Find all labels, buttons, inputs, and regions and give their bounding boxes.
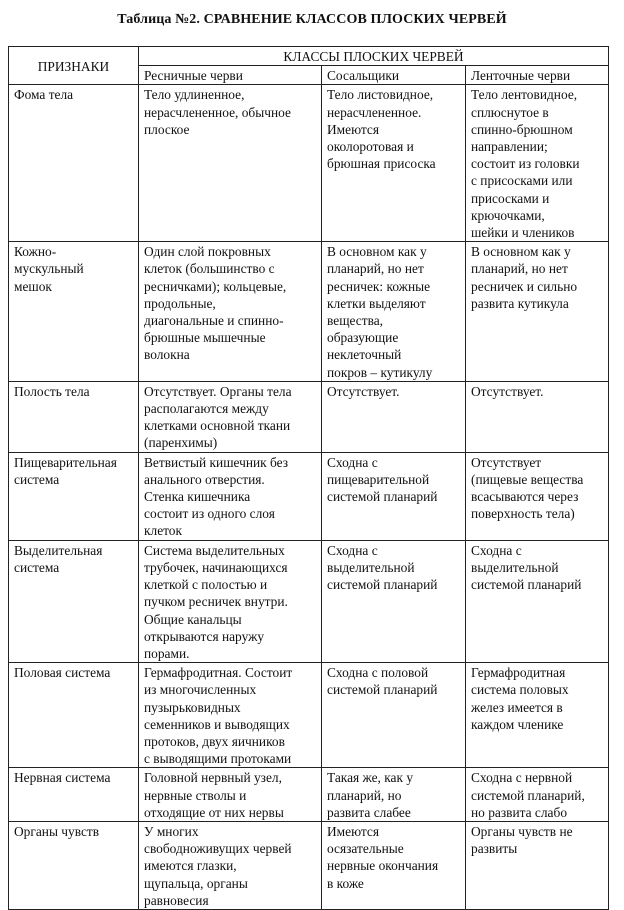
table-cell: Такая же, как у планарий, но развита слабее xyxy=(322,768,466,822)
table-cell: Тело листовидное, нерасчлененное. Имеются околоротовая и брюшная присоска xyxy=(322,85,466,242)
header-class-trematoda: Сосальщики xyxy=(322,66,466,85)
comparison-table xyxy=(8,46,609,910)
feature-cell: Нервная система xyxy=(9,768,139,822)
table-title: Таблица №2. СРАВНЕНИЕ КЛАССОВ ПЛОСКИХ ЧЕРВЕЙ xyxy=(117,12,507,27)
table-cell: Гермафродитная система половых желез имеется в каждом членике xyxy=(466,663,609,768)
table-cell: Гермафродитная. Состоит из многочисленных пузырьковидных семенников и выводящих протоков, двух яичников с выводящими протоками xyxy=(139,663,322,768)
table-cell: Сходна с нервной системой планарий, но развита слабо xyxy=(466,768,609,822)
table-cell: Отсутствует (пищевые вещества всасываются через поверхность тела) xyxy=(466,452,609,540)
feature-cell: Выделительная система xyxy=(9,540,139,662)
table-cell: Ветвистый кишечник без анального отверстия. Стенка кишечника состоит из одного слоя клеток xyxy=(139,452,322,540)
table-cell: Сходна с выделительной системой планарий xyxy=(322,540,466,662)
header-features: ПРИЗНАКИ xyxy=(9,47,139,85)
table-cell: В основном как у планарий, но нет ресничек и сильно развита кутикула xyxy=(466,242,609,382)
table-row xyxy=(9,381,609,452)
header-class-cestoda: Ленточные черви xyxy=(466,66,609,85)
table-row xyxy=(9,663,609,768)
header-class-turbellaria: Ресничные черви xyxy=(139,66,322,85)
header-classes: КЛАССЫ ПЛОСКИХ ЧЕРВЕЙ xyxy=(139,47,609,66)
feature-cell: Фома тела xyxy=(9,85,139,242)
table-row xyxy=(9,768,609,822)
table-cell: Отсутствует. xyxy=(466,381,609,452)
feature-cell: Полость тела xyxy=(9,381,139,452)
table-row xyxy=(9,242,609,382)
table-cell: Сходна с половой системой планарий xyxy=(322,663,466,768)
table-row xyxy=(9,85,609,242)
feature-cell: Кожно- мускульный мешок xyxy=(9,242,139,382)
table-cell: Тело удлиненное, нерасчлененное, обычное плоское xyxy=(139,85,322,242)
table-cell: Сходна с пищеварительной системой планарий xyxy=(322,452,466,540)
table-cell: Органы чувств не развиты xyxy=(466,821,609,909)
table-cell: Отсутствует. Органы тела располагаются между клетками основной ткани (паренхимы) xyxy=(139,381,322,452)
table-cell: Головной нервный узел, нервные стволы и отходящие от них нервы xyxy=(139,768,322,822)
table-cell: Имеются осязательные нервные окончания в коже xyxy=(322,821,466,909)
table-cell: Сходна с выделительной системой планарий xyxy=(466,540,609,662)
table-row xyxy=(9,540,609,662)
table-row xyxy=(9,821,609,909)
table-cell: Отсутствует. xyxy=(322,381,466,452)
table-cell: Система выделительных трубочек, начинающихся клеткой с полостью и пучком ресничек внутри. Общие канальцы открываются наружу порами. xyxy=(139,540,322,662)
feature-cell: Пищеварительная система xyxy=(9,452,139,540)
feature-cell: Половая система xyxy=(9,663,139,768)
table-cell: Тело лентовидное, сплюснутое в спинно-брюшном направлении; состоит из головки с присосками или присосками и крючочками, шейки и члеников xyxy=(466,85,609,242)
feature-cell: Органы чувств xyxy=(9,821,139,909)
table-row xyxy=(9,452,609,540)
table-cell: Один слой покровных клеток (большинство с ресничками); кольцевые, продольные, диагональные и спинно- брюшные мышечные волокна xyxy=(139,242,322,382)
table-cell: В основном как у планарий, но нет ресничек: кожные клетки выделяют вещества, образующие неклеточный покров – кутикулу xyxy=(322,242,466,382)
table-cell: У многих свободноживущих червей имеются глазки, щупальца, органы равновесия xyxy=(139,821,322,909)
